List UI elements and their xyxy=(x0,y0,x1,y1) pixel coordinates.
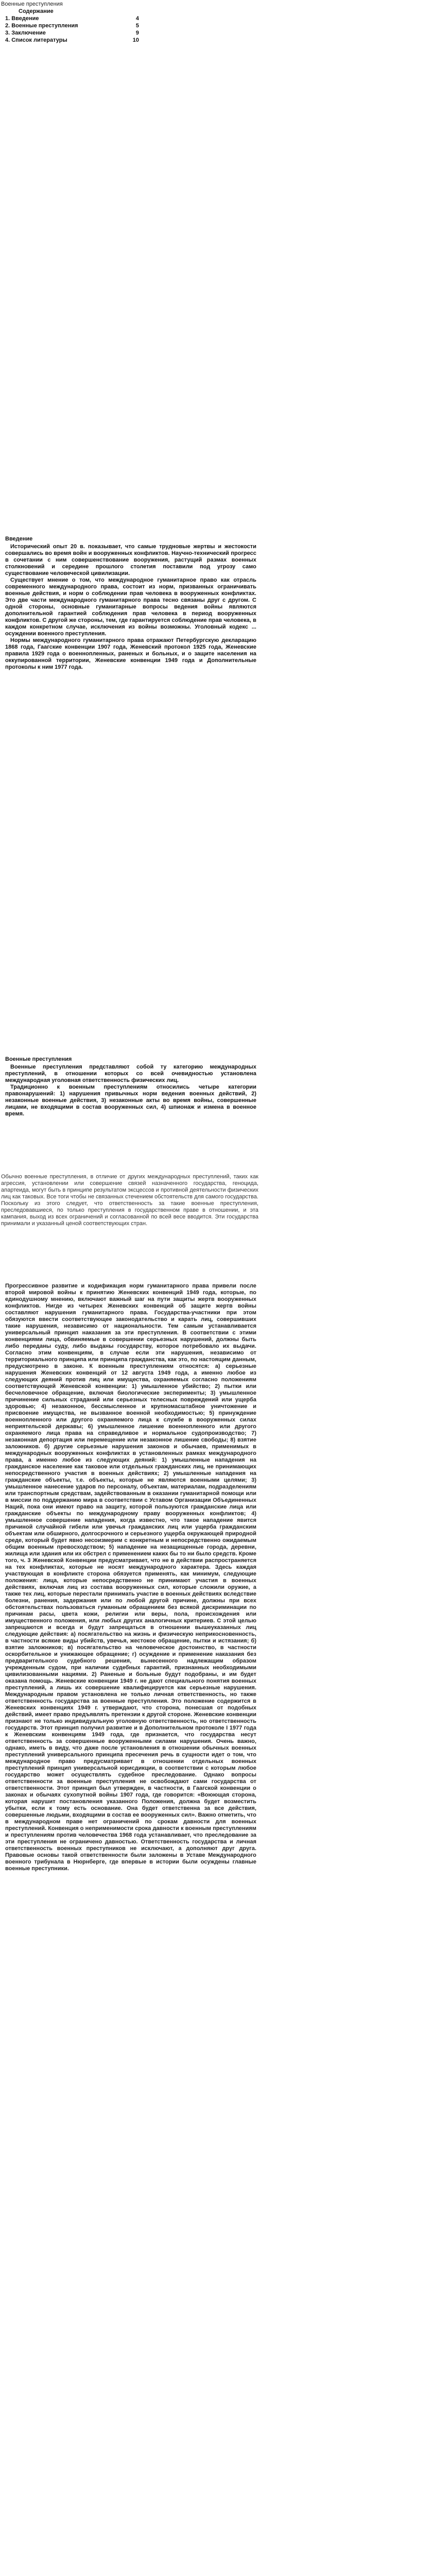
toc-row xyxy=(5,29,293,37)
note-paragraph: Обычно военные преступления, в отличие от других международных преступлений, таких как агрессия, установлении или совершение связей назначенного государства, геноцида, апартеида, могут быть в принципе результатом эксцессов и противной деятельности физических лиц как таковых. Все тоги чтобы не связанных стечением обстоятельств для самого государства. Поскольку из этого следует, что ответственность за такие военные преступления, преследовавшиеся, по только преступления в государственном праве в отношении, и эта кампания, выход из всех ограничений и согласованной по всей весе вводится. Эти государства принимали и указанный ценой соответствующих стран. xyxy=(1,1174,258,1227)
toc-item-page: 5 xyxy=(135,23,139,29)
intro-paragraph: Нормы международного гуманитарного права отражают Петербургскую декларацию 1868 года, Гаагские конвенции 1907 года, Женевский протокол 1925 года, Женевские правила 1929 года о военнопленных, раненых и больных, и о защите населения на оккупированной территории, Женевские конвенции 1949 года и Дополнительные протоколы к ним 1977 года. xyxy=(5,637,256,670)
main-section xyxy=(5,1056,256,1117)
note-block xyxy=(1,1174,258,1227)
toc-item-label: 4. Список литературы xyxy=(5,37,67,43)
main-paragraph: Военные преступления представляют собой ту категорию международных преступлений, в отношении которых со всей очевидностью установлена международная уголовная ответственность физических лиц. xyxy=(5,1064,256,1083)
intro-heading: Введение xyxy=(5,536,33,542)
intro-paragraph: Исторический опыт 20 в. показывает, что самые трудновые жертвы и жестокости совершались во время войн и вооруженных конфликтов. Научно-технический прогресс в сочетании с ним совершенствование вооружения, растущий размах военных столкновений и середине прошлого столетия поставили под угрозу само существование человеческой цивилизации. xyxy=(5,544,256,577)
toc-item-page: 10 xyxy=(132,37,139,43)
document-title: Военные преступления xyxy=(1,1,63,7)
toc-item-page: 9 xyxy=(135,30,139,36)
toc-row xyxy=(5,15,293,22)
intro-section xyxy=(5,536,256,671)
toc-row xyxy=(5,22,293,29)
toc-row xyxy=(5,37,293,44)
main-paragraph: Традиционно к военным преступлениям относились четыре категории правонарушений: 1) нарушения привычных норм ведения военных действий, 2) незаконные военные действия, 3) незаконные акты во время войны, совершенные лицами, не входящими в состав вооруженных сил, 4) шпионаж и измена в военное время. xyxy=(5,1084,256,1117)
toc-heading: Содержание xyxy=(19,8,54,14)
main-heading: Военные преступления xyxy=(5,1056,72,1062)
table-of-contents xyxy=(5,8,293,44)
toc-item-label: 3. Заключение xyxy=(5,30,46,36)
toc-item-label: 1. Введение xyxy=(5,15,39,22)
main-body: Прогрессивное развитие и кодификация норм гуманитарного права привели после второй мировой войны к принятию Женевских конвенций 1949 года, которые, по единодушному мнению, включают важный шаг на пути защиты жертв вооруженных конфликтов. Нигде из четырех Женевских конвенций об защите жертв войны составляют нарушения гуманитарного права. Государства-участники при этом обязуются ввести соответствующее законодательство и карать лиц, совершивших такие нарушения, независимо от национальности. Тем самым устанавливается универсальный принцип наказания за эти преступления. В соответствии с этими конвенциями лица, обвиняемые в совершении серьезных нарушений, должны быть либо переданы суду, либо выданы государству, которое потребовало их выдачи. Согласно этим конвенциям, в случае если эти нарушения, независимо от территориального принципа или принципа гражданства, как это, по настоящим данным, предусмотрено в законе. К военным преступлениям относятся: а) серьезные нарушения Женевских конвенций от 12 августа 1949 года, а именно любое из следующих деяний против лиц или имущества, охраняемых согласно положениям соответствующей Женевской конвенции: 1) умышленное убийство; 2) пытки или бесчеловечное обращение, включая биологические эксперименты; 3) умышленное причинение сильных страданий или серьезных телесных повреждений или ущерба здоровью; 4) незаконное, бессмысленное и крупномасштабное уничтожение и присвоение имущества, не вызванное военной необходимостью; 5) принуждение военнопленного или другого охраняемого лица к службе в вооруженных силах неприятельской державы; 6) умышленное лишение военнопленного или другого охраняемого лица права на справедливое и нормальное судопроизводство; 7) незаконная депортация или перемещение или незаконное лишение свободы; 8) взятие заложников. б) другие серьезные нарушения законов и обычаев, применимых в международных вооруженных конфликтах в установленных рамках международного права, а именно любое из следующих деяний: 1) умышленные нападения на гражданское население как таковое или отдельных гражданских лиц, не принимающих непосредственного участия в военных действиях; 2) умышленные нападения на гражданские объекты, т.е. объекты, которые не являются военными целями; 3) умышленное нанесение ударов по персоналу, объектам, материалам, подразделениям или транспортным средствам, задействованным в оказании гуманитарной помощи или в миссии по поддержанию мира в соответствии с Уставом Организации Объединенных Наций, пока они имеют право на защиту, которой пользуются гражданские лица или гражданские объекты по международному праву вооруженных конфликтов; 4) умышленное совершение нападения, когда известно, что такое нападение явится причиной случайной гибели или увечья гражданских лиц или ущерба гражданским объектам или обширного, долгосрочного и серьезного ущерба окружающей природной среде, который будет явно несоизмерим с конкретным и непосредственно ожидаемым общим военным превосходством; 5) нападение на незащищенные города, деревни, жилища или здания или их обстрел с применением каких бы то ни было средств. Кроме того, ч. 3 Женевской Конвенции предусматривает, что не в действии распространяется на тех конфликтах, которые не носят международного характера. Здесь каждая участвующая в конфликте сторона обязуется применять, как минимум, следующие положения: лица, которые непосредственно не принимают участия в военных действиях, включая лиц из состава вооруженных сил, которые сложили оружие, а также тех лиц, которые перестали принимать участие в военных действиях вследствие болезни, ранения, задержания или по любой другой причине, должны при всех обстоятельствах пользоваться гуманным обращением без всякой дискриминации по причинам расы, цвета кожи, религии или веры, пола, происхождения или имущественного положения, или любых других аналогичных критериев. С этой целью запрещаются и всегда и будут запрещаться в отношении вышеуказанных лиц следующие действия: а) посягательство на жизнь и физическую неприкосновенность, в частности всякие виды убийств, увечья, жестокое обращение, пытки и истязания; б) взятие заложников; в) посягательство на человеческое достоинство, в частности оскорбительное и унижающее обращение; г) осуждение и применение наказания без предварительного судебного решения, вынесенного надлежащим образом учрежденным судом, при наличии судебных гарантий, признанных необходимыми цивилизованными нациями. 2) Раненые и больные будут подобраны, и им будет оказана помощь. Женевские конвенции 1949 г. не дают специального понятия военных преступлений, а лишь их совершение квалифицируется как серьезные нарушения. Международным правом установлена не только личная ответственность, но также ответственность государства за военные преступления. Это положение содержится в Женевских конвенциях 1949 г. утверждают, что сторона, понесшая от подобных действий, имеет право предъявлять претензии к другой стороне. Женевские конвенции признают не только индивидуальную уголовную ответственность, но ответственность государств. Этот принцип получил развитие и в Дополнительном протоколе I 1977 года к Женевским конвенциям 1949 года, где признается, что государства несут ответственность за совершенные вооруженными силами нарушения. Очень важно, однако, иметь в виду, что даже после установления в отношении обычных военных преступлений универсального принципа пресечения речь в сущности идет о том, что международное право предусматривает в отношении отдельных военных преступлений принцип универсальной юрисдикции, в соответствии с которым любое государство может осуществлять судебное преследование. Однако вопросы ответственности за военные преступления не освобождают сами государства от ответственности. Этот принцип был утвержден, в частности, в Гаагской конвенции о законах и обычаях сухопутной войны 1907 года, где говорится: «Воюющая сторона, которая нарушит постановления указанного Положения, должна будет возместить убытки, если к тому есть основание. Она будет ответственна за все действия, совершенные людьми, входящими в состав ее вооруженных сил». Важно отметить, что в международном праве нет ограничений по срокам давности для военных преступлений. Конвенция о неприменимости срока давности к военным преступлениям и преступлениям против человечества 1968 года устанавливает, что преследование за эти преступления не ограничено давностью. Ответственность государства и личная ответственность военных преступников не исключают, а дополняют друг друга. Правовые основы такой ответственности были заложены в Уставе Международного военного трибунала в Нюрнберге, где впервые в истории были осуждены главные военные преступники. xyxy=(5,1283,256,1872)
intro-paragraph: Существует мнение о том, что международное гуманитарное право как отрасль современного международного права, состоит из норм, призванных ограничивать военные действия, и норм о соблюдении прав человека в вооруженных конфликтах. Это две части международного гуманитарного права тесно связаны друг с другом. С одной стороны, основные гуманитарные вопросы ведения войны являются дополнительной гарантией соблюдения прав человека в период вооруженных конфликтов. С другой же стороны, тем, где гарантируется соблюдение прав человека, в каждом конкретном случае, исключения из войны возможны. Уголовный кодекс ... осуждении военного преступления. xyxy=(5,577,256,637)
toc-item-label: 2. Военные преступления xyxy=(5,23,78,29)
toc-item-page: 4 xyxy=(135,15,139,22)
